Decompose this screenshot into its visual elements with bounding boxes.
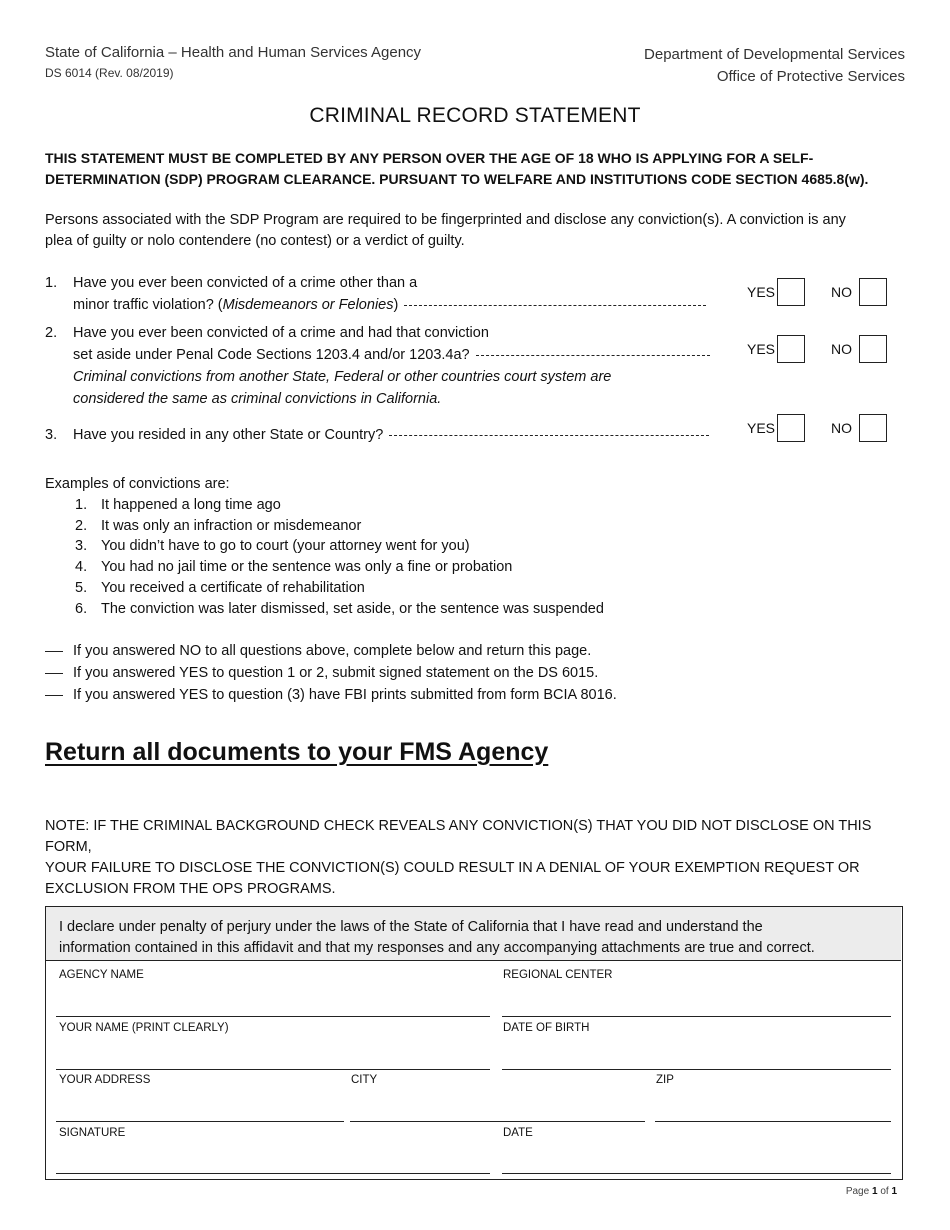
- list-item: [75, 599, 604, 620]
- your-address-field[interactable]: [56, 1121, 344, 1122]
- intro-line-1: Persons associated with the SDP Program are required to be fingerprinted and disclose any conviction(s). A conviction is any: [45, 212, 846, 228]
- instructions-list: [45, 640, 617, 706]
- question-3-line-1-text: Have you resided in any other State or Country?: [73, 427, 384, 443]
- list-item-text: You didn’t have to go to court (your attorney went for you): [101, 538, 470, 555]
- question-2-number: 2.: [45, 325, 58, 341]
- page-number: [846, 1186, 897, 1197]
- list-item-number: 3.: [75, 538, 88, 555]
- office-name: Office of Protective Services: [716, 68, 905, 85]
- list-item-text: It was only an infraction or misdemeanor: [101, 517, 362, 534]
- zip-label: ZIP: [656, 1074, 674, 1086]
- question-2-note-2: considered the same as criminal convictions in California.: [73, 391, 442, 407]
- list-item-number: 4.: [75, 559, 88, 576]
- examples-section: [45, 474, 604, 620]
- list-item: [75, 495, 604, 516]
- q1-yes-checkbox[interactable]: [777, 278, 805, 306]
- q3-yes-checkbox[interactable]: [777, 414, 805, 442]
- instruction-item: If you answered YES to question (3) have FBI prints submitted from form BCIA 8016.: [45, 684, 617, 706]
- instruction-item: If you answered YES to question 1 or 2, submit signed statement on the DS 6015.: [45, 662, 617, 684]
- list-item-number: 5.: [75, 579, 88, 596]
- intro-line-2: plea of guilty or nolo contendere (no contest) or a verdict of guilty.: [45, 233, 465, 249]
- question-1-leader: [404, 305, 706, 306]
- of-word: of: [880, 1186, 889, 1197]
- city-label: CITY: [351, 1074, 378, 1086]
- q2-yes-label: YES: [747, 341, 776, 357]
- q2-no-label: NO: [831, 341, 852, 357]
- declaration-text: [46, 907, 901, 961]
- signature-label: SIGNATURE: [59, 1127, 126, 1139]
- note-line-3: EXCLUSION FROM THE OPS PROGRAMS.: [45, 881, 336, 897]
- your-name-label: YOUR NAME (PRINT CLEARLY): [59, 1022, 229, 1034]
- instruction-item: If you answered NO to all questions above, complete below and return this page.: [45, 640, 617, 662]
- declaration-form: [45, 906, 903, 1180]
- list-item-number: 1.: [75, 496, 88, 513]
- intro-bold-statement: [45, 148, 905, 190]
- declaration-line-1: I declare under penalty of perjury under the laws of the State of California that I have read and understand the: [59, 919, 763, 935]
- agency-name: State of California – Health and Human Services Agency: [45, 44, 422, 61]
- note-paragraph: [45, 816, 910, 900]
- date-label: DATE: [503, 1127, 533, 1139]
- list-item-number: 6.: [75, 600, 88, 617]
- date-of-birth-field[interactable]: [502, 1069, 891, 1070]
- q3-no-label: NO: [831, 420, 852, 436]
- list-item-text: You had no jail time or the sentence was only a fine or probation: [101, 559, 513, 576]
- question-2-leader: [476, 355, 710, 356]
- question-1-line-1: Have you ever been convicted of a crime other than a: [73, 275, 418, 291]
- question-3-leader: [389, 435, 709, 436]
- list-item: [75, 516, 604, 537]
- intro-paragraph: [45, 210, 907, 252]
- agency-name-field[interactable]: [56, 1016, 490, 1017]
- list-item-text: You received a certificate of rehabilitation: [101, 579, 365, 596]
- city-field[interactable]: [350, 1121, 645, 1122]
- question-1-number: 1.: [45, 275, 58, 291]
- examples-heading: Examples of convictions are:: [45, 476, 230, 492]
- page-total: 1: [891, 1186, 897, 1197]
- q3-yes-label: YES: [747, 420, 776, 436]
- q3-no-checkbox[interactable]: [859, 414, 887, 442]
- declaration-line-2: information contained in this affidavit and that my responses and any accompanying attachments are true and correct.: [59, 940, 815, 956]
- q2-yes-checkbox[interactable]: [777, 335, 805, 363]
- question-1-line-2-start: minor traffic violation? (: [73, 297, 223, 313]
- signature-field[interactable]: [56, 1173, 490, 1174]
- note-line-2: YOUR FAILURE TO DISCLOSE THE CONVICTION(S) COULD RESULT IN A DENIAL OF YOUR EXEMPTION REQUEST OR: [45, 860, 860, 876]
- page-current: 1: [871, 1186, 878, 1197]
- list-item-text: It happened a long time ago: [101, 496, 281, 513]
- list-item-number: 2.: [75, 517, 88, 534]
- list-item: [75, 578, 604, 599]
- q2-no-checkbox[interactable]: [859, 335, 887, 363]
- header-right: [644, 44, 905, 88]
- question-2-line-2-text: set aside under Penal Code Sections 1203.4 and/or 1203.4a?: [73, 347, 470, 363]
- zip-field[interactable]: [655, 1121, 891, 1122]
- date-of-birth-label: DATE OF BIRTH: [503, 1022, 590, 1034]
- page-word: Page: [845, 1186, 870, 1197]
- question-1-line-2-end: ): [393, 297, 399, 313]
- q1-no-label: NO: [831, 284, 852, 300]
- question-3-line-1: [73, 424, 709, 446]
- regional-center-label: REGIONAL CENTER: [503, 969, 613, 981]
- question-1-line-2-italic: Misdemeanors or Felonies: [222, 297, 394, 313]
- date-field[interactable]: [502, 1173, 891, 1174]
- form-revision: DS 6014 (Rev. 08/2019): [45, 66, 174, 80]
- q1-no-checkbox[interactable]: [859, 278, 887, 306]
- return-heading: Return all documents to your FMS Agency: [45, 738, 549, 766]
- question-1-line-2: [73, 294, 706, 316]
- question-2-line-1: Have you ever been convicted of a crime and had that conviction: [73, 325, 489, 341]
- header-left: [45, 44, 421, 80]
- note-line-1: NOTE: IF THE CRIMINAL BACKGROUND CHECK REVEALS ANY CONVICTION(S) THAT YOU DID NOT DISCLOSE ON THIS FORM,: [45, 818, 872, 855]
- question-3-number: 3.: [45, 427, 58, 443]
- intro-bold-line-2: DETERMINATION (SDP) PROGRAM CLEARANCE. PURSUANT TO WELFARE AND INSTITUTIONS CODE SECTION 4685.8(w).: [45, 171, 869, 187]
- regional-center-field[interactable]: [502, 1016, 891, 1017]
- question-2-line-2: [73, 344, 710, 366]
- agency-name-label: AGENCY NAME: [59, 969, 144, 981]
- list-item: [75, 536, 604, 557]
- your-address-label: YOUR ADDRESS: [59, 1074, 151, 1086]
- department-name: Department of Developmental Services: [644, 46, 905, 63]
- your-name-field[interactable]: [56, 1069, 490, 1070]
- intro-bold-line-1: THIS STATEMENT MUST BE COMPLETED BY ANY PERSON OVER THE AGE OF 18 WHO IS APPLYING FOR A SELF-: [45, 150, 814, 166]
- list-item-text: The conviction was later dismissed, set aside, or the sentence was suspended: [101, 600, 604, 617]
- question-2-note-1: Criminal convictions from another State, Federal or other countries court system are: [73, 369, 612, 385]
- q1-yes-label: YES: [747, 284, 776, 300]
- examples-list: [75, 495, 604, 620]
- page-title: CRIMINAL RECORD STATEMENT: [309, 104, 641, 127]
- list-item: [75, 557, 604, 578]
